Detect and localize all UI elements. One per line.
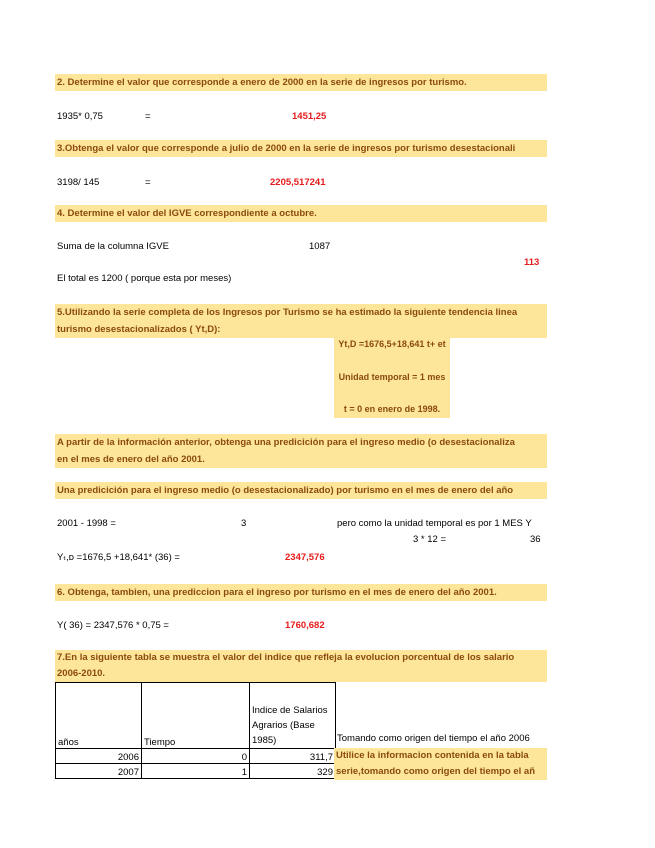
q7-side-band-1: Utilice la informacion contenida en la tabla <box>334 748 547 764</box>
table-row <box>56 749 336 764</box>
header-years: años <box>56 683 142 749</box>
trend-formula: Yₜ,ᴅ =1676,5 +18,641* (36) = <box>57 552 180 563</box>
q5-prompt-band <box>55 434 547 468</box>
q3-title-band <box>55 140 547 157</box>
cell-year: 2006 <box>56 749 142 764</box>
q6-title-band <box>55 584 547 601</box>
time-unit-note: pero como la unidad temporal es por 1 MES Y <box>337 518 532 529</box>
q7-side-note: Tomando como origen del tiempo el año 2006 <box>337 733 530 744</box>
months-calc-value: 36 <box>530 534 541 545</box>
q5-prediction-band <box>55 482 547 499</box>
cell-year: 2007 <box>56 764 142 779</box>
q7-title-line1: 7.En la siguiente tabla se muestra el valor del indice que refleja la evolucion porcentual de los salario <box>57 652 515 663</box>
q4-title-band <box>55 205 547 222</box>
time-origin: t = 0 en enero de 1998. <box>343 404 441 414</box>
header-index: Indice de Salarios Agrarios (Base 1985) <box>250 683 336 749</box>
q5-prompt-line1: A partir de la información anterior, obtenga una predicición para el ingreso medio (o desestacionaliza <box>57 437 515 448</box>
q4-title: 4. Determine el valor del IGVE correspondiente a octubre. <box>57 208 317 219</box>
table-row <box>56 764 336 779</box>
q5-prompt-line2: en el mes de enero del año 2001. <box>57 454 205 465</box>
q7-side-band-2: serie,tomando como origen del tiempo el añ <box>334 764 547 780</box>
cell-time: 1 <box>142 764 250 779</box>
q5-title-line2: turismo desestacionalizados ( Yt,D): <box>57 324 221 335</box>
q4-sum-value: 1087 <box>309 241 331 252</box>
q6-title: 6. Obtenga, tambien, una prediccion para el ingreso por turismo en el mes de enero del año 2001. <box>57 587 497 598</box>
table-header-row <box>56 683 336 749</box>
q3-equals: = <box>145 177 151 188</box>
q2-result: 1451,25 <box>292 111 327 122</box>
q3-title: 3.Obtenga el valor que corresponde a julio de 2000 en la serie de ingresos por turismo desestacionali <box>57 143 516 154</box>
q7-title-band <box>55 650 547 682</box>
trend-equation: Yt,D =1676,5+18,641 t+ et <box>338 339 446 349</box>
q2-title: 2. Determine el valor que corresponde a enero de 2000 en la serie de ingresos por turismo. <box>57 77 467 88</box>
q4-sum-label: Suma de la columna IGVE <box>57 241 169 252</box>
time-unit: Unidad temporal = 1 mes <box>338 372 446 382</box>
q5-title-band <box>55 304 547 338</box>
trend-equation-box <box>334 334 450 418</box>
q5-title-line1: 5.Utilizando la serie completa de los Ingresos por Turismo se ha estimado la siguiente tendencia linea <box>57 307 518 318</box>
months-calc-label: 3 * 12 = <box>413 534 447 545</box>
q4-total-note: El total es 1200 ( porque esta por meses) <box>57 273 232 284</box>
q2-title-band <box>55 74 547 91</box>
q6-result: 1760,682 <box>285 620 325 631</box>
q5-prediction-title: Una predicición para el ingreso medio (o desestacionalizado) por turismo en el mes de enero del año <box>57 485 514 496</box>
year-diff-label: 2001 - 1998 = <box>57 518 116 529</box>
cell-index: 329 <box>250 764 336 779</box>
q7-title-line2: 2006-2010. <box>57 668 106 679</box>
year-diff-value: 3 <box>241 518 247 529</box>
cell-time: 0 <box>142 749 250 764</box>
q3-result: 2205,517241 <box>270 177 326 188</box>
trend-formula-result: 2347,576 <box>285 552 325 563</box>
q6-expression: Y( 36) = 2347,576 * 0,75 = <box>57 620 169 631</box>
salary-index-table <box>55 682 336 779</box>
q2-equals: = <box>145 111 151 122</box>
cell-index: 311,7 <box>250 749 336 764</box>
q4-red-value: 113 <box>524 257 540 268</box>
header-time: Tiempo <box>142 683 250 749</box>
q2-expression: 1935* 0,75 <box>57 111 103 122</box>
q3-expression: 3198/ 145 <box>57 177 100 188</box>
